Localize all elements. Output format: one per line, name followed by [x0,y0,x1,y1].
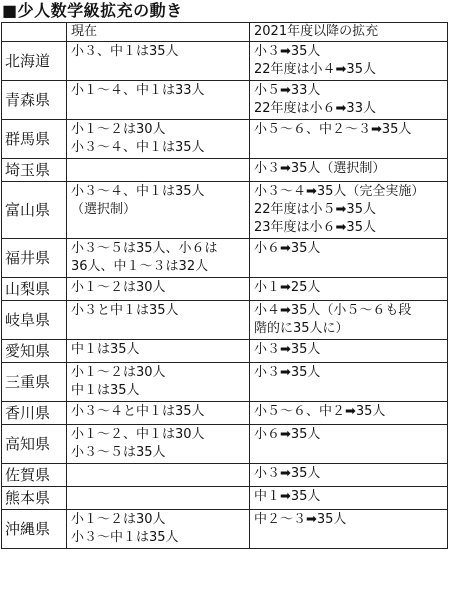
cell-line: 小３➡35人 [254,466,321,481]
prefecture-cell: 熊本県 [2,487,67,510]
expansion-table [1,22,448,549]
prefecture-cell: 沖縄県 [2,510,67,549]
table-row [2,464,448,487]
table-row [2,182,448,239]
expansion-cell [250,159,448,182]
cell-line: 小３と中１は35人 [71,303,179,318]
cell-line: 小４➡35人（小５～６も段 [254,303,412,318]
expansion-cell [250,182,448,239]
cell-line: 小３～５は35人、小６は [71,241,218,256]
expansion-cell [250,510,448,549]
current-cell [67,42,250,81]
prefecture-cell: 北海道 [2,42,67,81]
cell-line: 小６➡35人 [254,241,321,256]
cell-line: 小３～中１は35人 [71,530,179,545]
prefecture-cell: 埼玉県 [2,159,67,182]
cell-line: 小５➡33人 [254,83,321,98]
current-cell [67,340,250,363]
header-row [2,23,448,42]
cell-line: 小５～６、中２➡35人 [254,404,386,419]
table-row [2,81,448,120]
cell-line: 小３～５は35人 [71,445,166,460]
current-cell [67,81,250,120]
cell-line: （選択制） [71,202,137,217]
prefecture-cell: 三重県 [2,363,67,402]
cell-line: 小３～４と中１は35人 [71,404,205,419]
cell-line: 小１～２、中１は30人 [71,427,205,442]
cell-line: 小５～６、中２～３➡35人 [254,122,412,137]
cell-line: 階的に35人に） [254,321,349,336]
table-row [2,239,448,278]
prefecture-cell: 青森県 [2,81,67,120]
expansion-cell [250,301,448,340]
expansion-cell [250,425,448,464]
expansion-cell [250,278,448,301]
cell-line: 36人、中１～３は32人 [71,259,209,274]
cell-line: 中２～３➡35人 [254,512,347,527]
cell-line: 小３➡35人 [254,365,321,380]
cell-line: 22年度は小５➡35人 [254,202,376,217]
table-row [2,402,448,425]
cell-line: 小３、中１は35人 [71,44,179,59]
cell-line: 小１～２は30人 [71,365,166,380]
cell-line: 中１は35人 [71,342,140,357]
current-cell [67,425,250,464]
cell-line: 小３～４、中１は35人 [71,140,205,155]
expansion-cell [250,487,448,510]
expansion-cell [250,363,448,402]
current-cell [67,402,250,425]
current-cell [67,159,250,182]
header-current: 現在 [67,23,250,42]
expansion-cell [250,464,448,487]
cell-line: 小３➡35人 [254,342,321,357]
prefecture-cell: 佐賀県 [2,464,67,487]
cell-line: 22年度は小４➡35人 [254,62,376,77]
cell-line: 小３➡35人 [254,44,321,59]
table-row [2,510,448,549]
prefecture-cell: 高知県 [2,425,67,464]
cell-line: 中１は35人 [71,383,140,398]
cell-line: 小６➡35人 [254,427,321,442]
table-row [2,278,448,301]
prefecture-cell: 香川県 [2,402,67,425]
current-cell [67,363,250,402]
prefecture-cell: 富山県 [2,182,67,239]
table-row [2,363,448,402]
cell-line: 小１➡25人 [254,280,321,295]
cell-line: 小１～２は30人 [71,512,166,527]
expansion-cell [250,120,448,159]
current-cell [67,487,250,510]
cell-line: 中１➡35人 [254,489,321,504]
table-row [2,487,448,510]
prefecture-cell: 山梨県 [2,278,67,301]
expansion-cell [250,340,448,363]
table-row [2,159,448,182]
table-row [2,42,448,81]
cell-line: 小３➡35人（選択制） [254,161,386,176]
current-cell [67,278,250,301]
prefecture-cell: 岐阜県 [2,301,67,340]
expansion-cell [250,81,448,120]
expansion-cell [250,42,448,81]
table-row [2,425,448,464]
cell-line: 小３～４、中１は35人 [71,184,205,199]
table-title: ■少人数学級拡充の動き [2,1,183,20]
table-row [2,120,448,159]
table-row [2,340,448,363]
current-cell [67,120,250,159]
cell-line: 小１～２は30人 [71,122,166,137]
prefecture-cell: 愛知県 [2,340,67,363]
cell-line: 小１～４、中１は33人 [71,83,205,98]
cell-line: 小３～４➡35人（完全実施） [254,184,425,199]
current-cell [67,301,250,340]
prefecture-cell: 群馬県 [2,120,67,159]
header-expansion: 2021年度以降の拡充 [250,23,448,42]
current-cell [67,239,250,278]
expansion-cell [250,402,448,425]
current-cell [67,464,250,487]
cell-line: 22年度は小６➡33人 [254,101,376,116]
prefecture-cell: 福井県 [2,239,67,278]
expansion-cell [250,239,448,278]
current-cell [67,510,250,549]
cell-line: 小１～２は30人 [71,280,166,295]
cell-line: 23年度は小６➡35人 [254,220,376,235]
header-prefecture [2,23,67,42]
current-cell [67,182,250,239]
table-row [2,301,448,340]
